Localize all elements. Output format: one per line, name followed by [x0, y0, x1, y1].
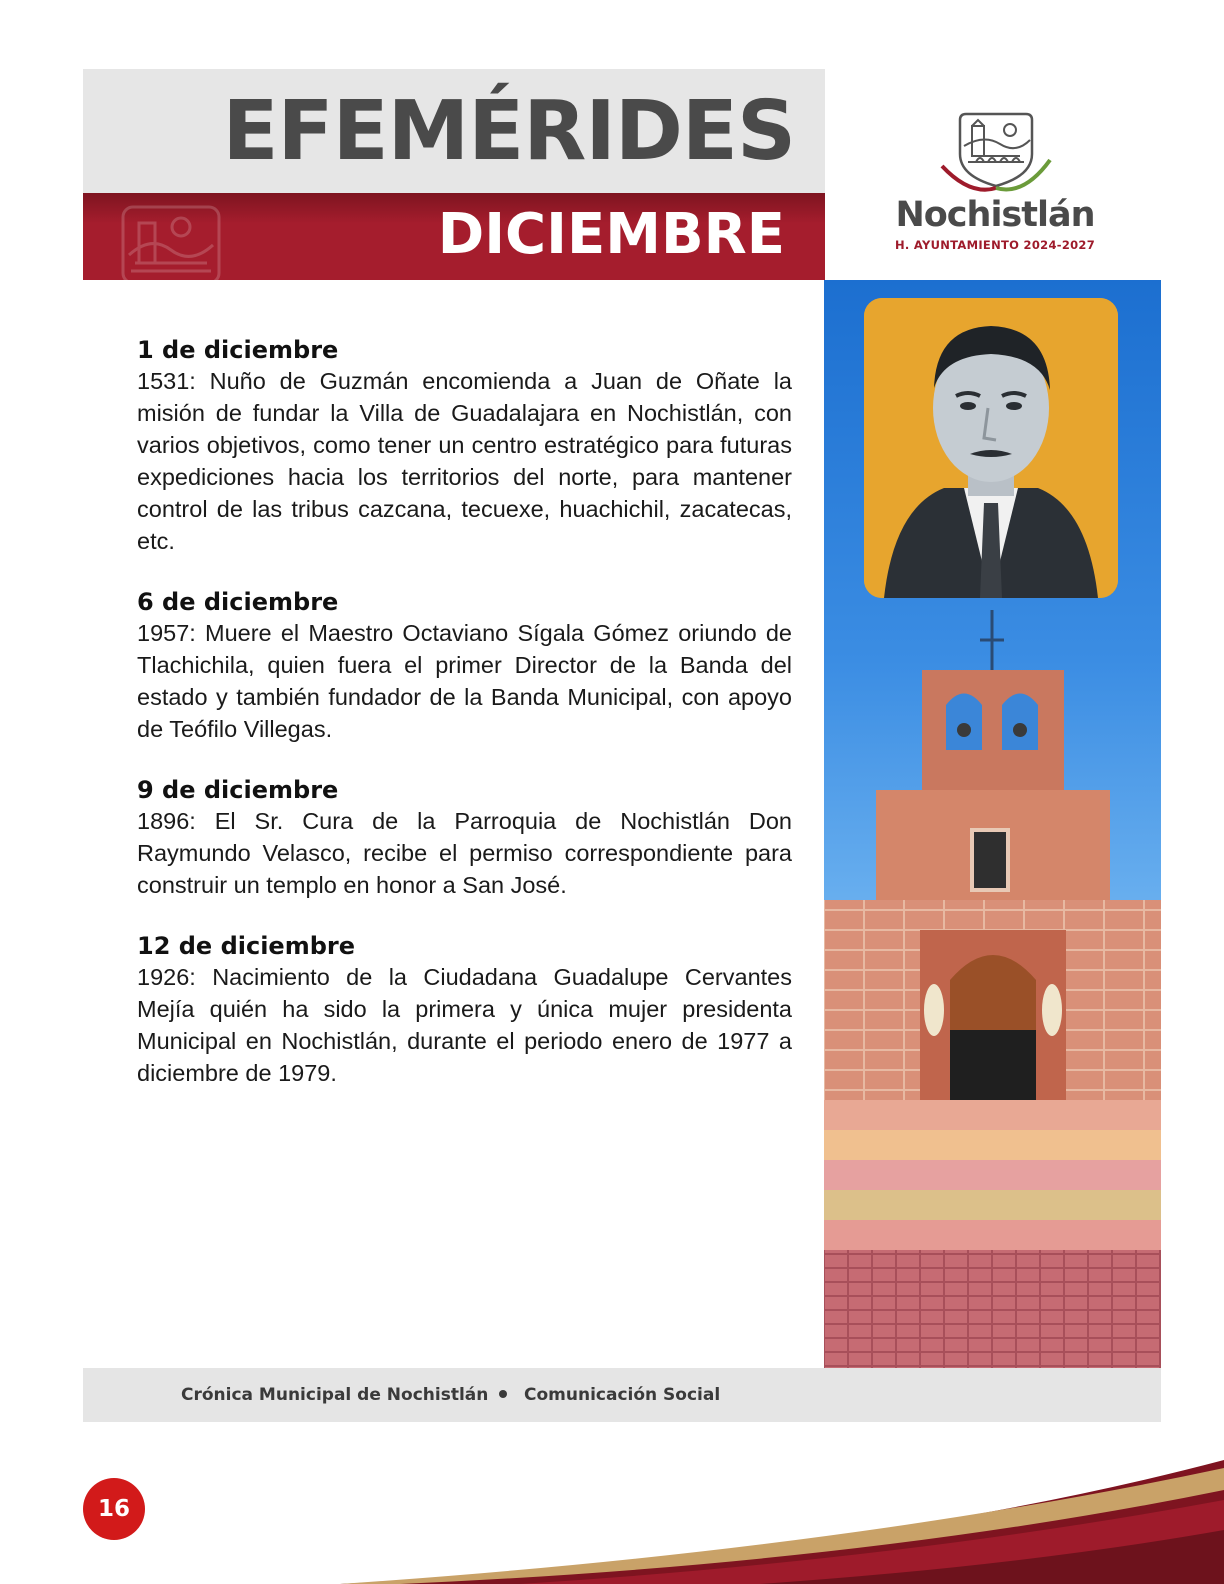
entry-text: 1531: Nuño de Guzmán encomienda a Juan de Oñate la misión de fundar la Villa de Guadalajara en Nochistlán, con varios objetivos, como tener un centro estratégico para futuras expediciones hacia los territorios del norte, para mantener control de las tribus cazcana, tecuexe, huachichil, zacatecas, etc.: [137, 368, 792, 554]
page-title: EFEMÉRIDES: [222, 84, 795, 179]
month-title: DICIEMBRE: [437, 202, 785, 267]
entry-text: 1926: Nacimiento de la Ciudadana Guadalupe Cervantes Mejía quién ha sido la primera y única mujer presidenta Municipal en Nochistlán, durante el periodo enero de 1977 a diciembre de 1979.: [137, 964, 792, 1086]
entry-date: 6 de diciembre: [137, 588, 339, 616]
portrait-photo: [864, 298, 1118, 598]
footer-bar: [83, 1368, 1161, 1422]
town-emblem-watermark-icon: [121, 205, 221, 285]
logo-municipality-name: Nochistlán: [895, 195, 1095, 235]
municipal-shield-icon: [940, 110, 1052, 194]
logo-administration-period: H. AYUNTAMIENTO 2024-2027: [894, 238, 1096, 252]
decorative-swoosh-icon: [340, 1460, 1224, 1584]
entry-date: 9 de diciembre: [137, 776, 339, 804]
bullet-separator-icon: [499, 1390, 507, 1398]
list-item: [137, 587, 792, 745]
entry-text: 1896: El Sr. Cura de la Parroquia de Nochistlán Don Raymundo Velasco, recibe el permiso correspondiente para construir un templo en honor a San José.: [137, 808, 792, 898]
ephemerides-list: [137, 335, 792, 1119]
entry-date: 1 de diciembre: [137, 336, 339, 364]
list-item: [137, 931, 792, 1089]
municipal-logo: [880, 110, 1110, 260]
page-number: 16: [83, 1478, 145, 1540]
church-facade-photo: [824, 610, 1161, 1368]
entry-text: 1957: Muere el Maestro Octaviano Sígala Gómez oriundo de Tlachichila, quien fuera el primer Director de la Banda del estado y también fundador de la Banda Municipal, con apoyo de Teófilo Villegas.: [137, 620, 792, 742]
list-item: [137, 775, 792, 901]
entry-date: 12 de diciembre: [137, 932, 356, 960]
footer-department: Comunicación Social: [524, 1385, 721, 1405]
photo-panel: [824, 280, 1161, 1368]
header-month-band: [83, 193, 825, 280]
header-title-panel: [83, 69, 825, 193]
portrait-man-icon: [864, 298, 1118, 598]
footer-publication: Crónica Municipal de Nochistlán: [181, 1385, 489, 1405]
list-item: [137, 335, 792, 557]
